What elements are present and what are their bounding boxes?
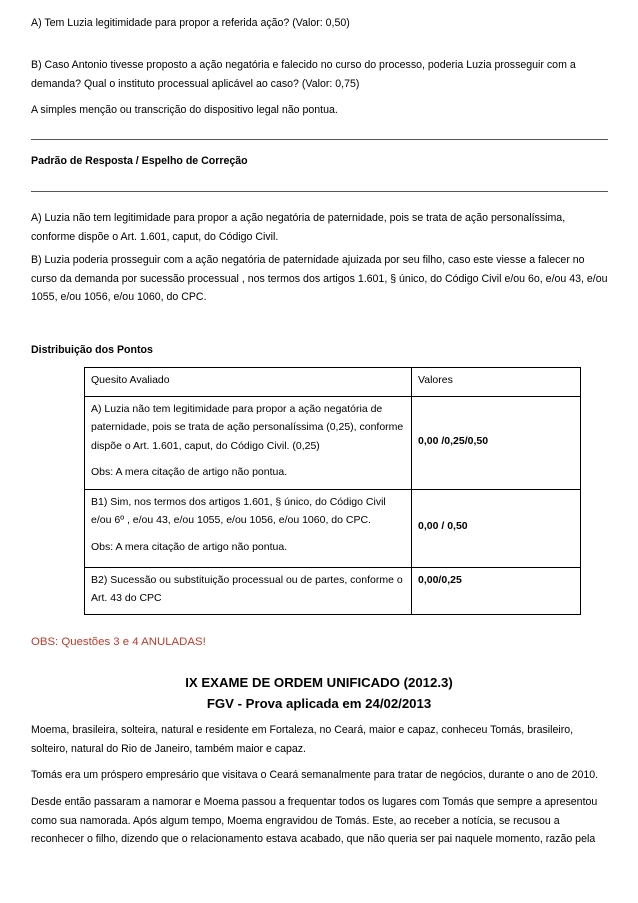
row-obs: Obs: A mera citação de artigo não pontua.: [91, 466, 288, 478]
row-value: 0,00/0,25: [412, 567, 581, 614]
question-a: A) Tem Luzia legitimidade para propor a referida ação? (Valor: 0,50): [31, 17, 350, 29]
exam-title: IX EXAME DE ORDEM UNIFICADO (2012.3): [185, 675, 453, 690]
row-item: A) Luzia não tem legitimidade para propor a ação negatória de paternidade, pois se trata de ação personalíssima (0,25), conforme dispõe o Art. 1.601, caput, do Código Civil. (0,25): [91, 402, 404, 452]
answer-key-title: Padrão de Resposta / Espelho de Correção: [31, 155, 248, 167]
row-value: 0,00 /0,25/0,50: [412, 396, 581, 489]
question-b: B) Caso Antonio tivesse proposto a ação negatória e falecido no curso do processo, poderia Luzia prosseguir com a demanda? Qual o instituto processual aplicável ao caso? (Valor: 0,75): [31, 59, 576, 90]
table-row: [85, 567, 581, 614]
row-value: 0,00 / 0,50: [412, 489, 581, 567]
header-item: Quesito Avaliado: [85, 368, 412, 397]
header-values: Valores: [412, 368, 581, 397]
exam-paragraph: Moema, brasileira, solteira, natural e residente em Fortaleza, no Ceará, maior e capaz, conheceu Tomás, brasileiro, solteiro, natural do Rio de Janeiro, também maior e capaz.: [31, 724, 574, 755]
row-obs: Obs: A mera citação de artigo não pontua.: [91, 540, 288, 553]
points-table: [84, 367, 581, 615]
row-item-cell: [85, 396, 412, 489]
exam-paragraph: Tomás era um próspero empresário que visitava o Ceará semanalmente para tratar de negócios, durante o ano de 2010.: [31, 769, 599, 781]
exam-paragraph: Desde então passaram a namorar e Moema passou a frequentar todos os lugares com Tomás que sempre a apresentou como sua namorada. Após algum tempo, Moema engravidou de Tomás. Este, ao receber a notícia, se recusou a reconhecer o filho, dizendo que o relacionamento estava acabado, que não queria ser pai naquele momento, razão pela: [31, 796, 598, 845]
table-row: [85, 396, 581, 489]
divider: [31, 139, 608, 140]
row-item: B2) Sucessão ou substituição processual ou de partes, conforme o Art. 43 do CPC: [91, 573, 403, 604]
table-row: [85, 489, 581, 567]
row-item: B1) Sim, nos termos dos artigos 1.601, § único, do Código Civil e/ou 6º , e/ou 43, e/ou 1055, e/ou 1056, e/ou 1060, do CPC.: [91, 495, 386, 526]
answer-a: A) Luzia não tem legitimidade para propor a ação negatória de paternidade, pois se trata de ação personalíssima, conforme dispõe o Art. 1.601, caput, do Código Civil.: [31, 212, 566, 243]
table-header-row: [85, 368, 581, 397]
question-note: A simples menção ou transcrição do dispositivo legal não pontua.: [31, 104, 338, 116]
annulled-notice: OBS: Questões 3 e 4 ANULADAS!: [31, 636, 206, 648]
exam-subtitle: FGV - Prova aplicada em 24/02/2013: [206, 696, 432, 711]
answer-b: B) Luzia poderia prosseguir com a ação negatória de paternidade ajuizada por seu filho, caso este viesse a falecer no curso da demanda por sucessão processual , nos termos dos artigos 1.601, § único, do Código Civil e/ou 6o, e/ou 43, e/ou 1055, e/ou 1056, e/ou 1060, do CPC.: [31, 254, 608, 303]
row-item-cell: [85, 567, 412, 614]
points-title: Distribuição dos Pontos: [31, 344, 153, 356]
row-item-cell: [85, 489, 412, 567]
divider: [31, 191, 608, 192]
